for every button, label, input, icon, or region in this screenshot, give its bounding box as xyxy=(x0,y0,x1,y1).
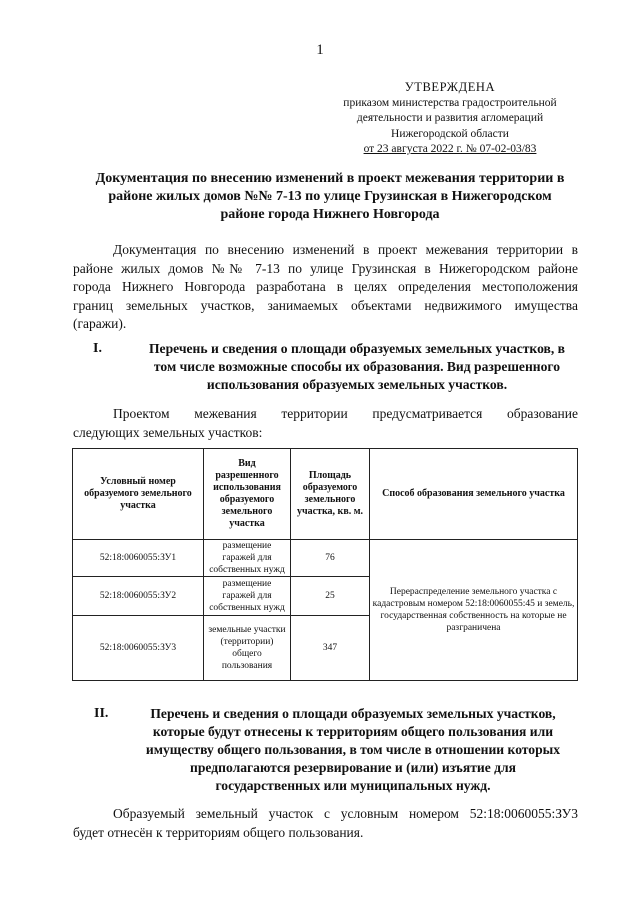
section-1-line: следующих земельных участков: xyxy=(73,424,263,440)
section-heading-line: государственных или муниципальных нужд. xyxy=(215,778,491,793)
approval-line: Нижегородской области xyxy=(391,127,509,140)
section-1-line: Проектом межевания территории предусматривается образование xyxy=(113,406,578,421)
approval-stamp: УТВЕРЖДЕНА xyxy=(404,80,496,94)
section-heading-line: имуществу общего пользования, в том числе в отношении которых xyxy=(145,742,561,757)
approval-block xyxy=(300,80,600,158)
title-line: районе жилых домов №№ 7-13 по улице Грузинская в Нижегородском xyxy=(108,189,552,204)
section-2-line: будет отнесён к территориям общего пользования. xyxy=(73,824,364,840)
section-2-line: Образуемый земельный участок с условным номером 52:18:0060055:ЗУ3 xyxy=(113,806,578,821)
title-line: Документация по внесению изменений в проект межевания территории в xyxy=(95,171,565,186)
approval-line: деятельности и развития агломераций xyxy=(356,112,544,124)
table-header-cell: Способ образования земельного участка xyxy=(370,449,578,540)
plot-id-cell: 52:18:0060055:ЗУ3 xyxy=(73,616,204,681)
table-header-row xyxy=(73,449,578,540)
title-line: районе города Нижнего Новгорода xyxy=(220,207,440,222)
section-heading-line: предполагаются резервирование и (или) изъятие для xyxy=(190,760,516,775)
intro-line: границ земельных участков, занимаемых объектами недвижимого имущества xyxy=(73,297,578,313)
document-title xyxy=(80,170,580,224)
section-1-paragraph xyxy=(73,405,578,442)
intro-line: города Нижнего Новгорода разработана в целях определения местоположения xyxy=(73,279,578,294)
section-heading-line: которые будут отнесены к территориям общего пользования или xyxy=(152,724,554,739)
approval-line: приказом министерства градостроительной xyxy=(343,96,557,109)
plot-area-cell: 347 xyxy=(291,616,370,681)
plot-use-cell: размещение гаражей для собственных нужд xyxy=(204,577,291,616)
plot-area-cell: 25 xyxy=(291,577,370,616)
intro-line: районе жилых домов №№ 7-13 по улице Грузинская в Нижегородском районе xyxy=(73,260,578,276)
land-plots-table xyxy=(72,448,578,681)
plot-use-cell: земельные участки (территории) общего пользования xyxy=(204,616,291,681)
section-1-number: I. xyxy=(93,341,102,356)
section-heading-line: Перечень и сведения о площади образуемых земельных участков, xyxy=(150,706,556,721)
section-2-number: II. xyxy=(94,706,109,721)
approval-date-number: от 23 августа 2022 г. № 07-02-03/83 xyxy=(363,143,537,155)
plot-use-cell: размещение гаражей для собственных нужд xyxy=(204,540,291,577)
section-1-heading xyxy=(122,340,592,394)
formation-method-cell: Перераспределение земельного участка с кадастровым номером 52:18:0060055:45 и земель, государственная собственность на которые не разграничена xyxy=(370,540,578,681)
table-header-cell: Вид разрешенного использования образуемого земельного участка xyxy=(204,449,291,540)
plot-area-cell: 76 xyxy=(291,540,370,577)
section-2-paragraph xyxy=(73,805,578,842)
section-heading-line: Перечень и сведения о площади образуемых земельных участков, в xyxy=(148,341,566,356)
intro-line: (гаражи). xyxy=(73,316,127,331)
intro-line: Документация по внесению изменений в проект межевания территории в xyxy=(113,242,578,257)
intro-paragraph xyxy=(73,241,578,334)
table-header-cell: Условный номер образуемого земельного участка xyxy=(73,449,204,540)
page-number: 1 xyxy=(316,42,324,58)
plot-id-cell: 52:18:0060055:ЗУ2 xyxy=(73,577,204,616)
table-row xyxy=(73,540,578,577)
section-heading-line: том числе возможные способы их образования. Вид разрешенного xyxy=(153,359,561,374)
plot-id-cell: 52:18:0060055:ЗУ1 xyxy=(73,540,204,577)
section-2-heading xyxy=(118,705,588,795)
table-header-cell: Площадь образуемого земельного участка, кв. м. xyxy=(291,449,370,540)
section-heading-line: использования образуемых земельных участков. xyxy=(206,377,508,392)
